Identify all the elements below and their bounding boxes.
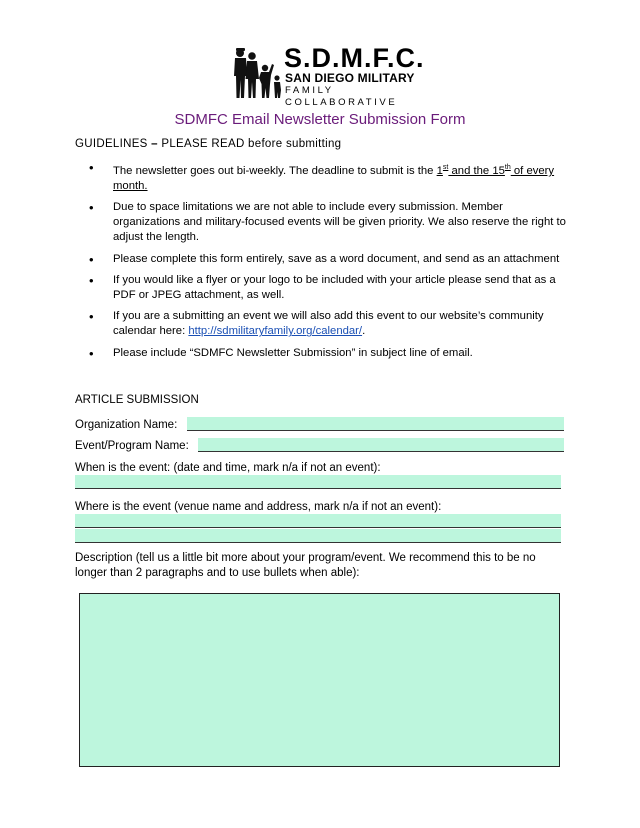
description-field[interactable]: [79, 593, 560, 767]
calendar-end: .: [362, 325, 366, 338]
description-label: Description (tell us a little bit more about your program/event. We recommend this to be no longer than 2 paragraphs and to use bullets when able):: [75, 552, 536, 579]
where-field-line-1[interactable]: [75, 514, 561, 528]
when-label: When is the event: (date and time, mark n/a if not an event):: [75, 462, 381, 474]
deadline-end: of every month.: [113, 164, 555, 192]
guidelines-heading: [75, 138, 341, 150]
logo-line-2: FAMILY COLLABORATIVE: [285, 85, 398, 108]
when-field[interactable]: [75, 475, 561, 489]
org-name-label: Organization Name:: [75, 419, 178, 431]
sdmfc-logo: [228, 43, 425, 108]
event-name-label: Event/Program Name:: [75, 440, 189, 452]
article-heading: ARTICLE SUBMISSION: [75, 394, 199, 406]
guideline-complete-form: • Please complete this form entirely, save as a word document, and send as an attachment: [75, 252, 569, 267]
event-name-field[interactable]: [198, 438, 564, 452]
guidelines-list: [75, 160, 569, 367]
guideline-deadline: [75, 160, 569, 194]
guideline-space: • Due to space limitations we are not able to include every submission. Member organizations and military-focused events will be given priority. We also reserve the right to adjust the length.: [75, 200, 569, 245]
calendar-link[interactable]: http://sdmilitaryfamily.org/calendar/: [188, 325, 363, 338]
deadline-date-1-suffix: st: [442, 164, 449, 171]
guidelines-part-2: PLEASE READ before submitting: [161, 138, 342, 150]
guidelines-dash: –: [151, 138, 162, 150]
deadline-date-2: and the 15: [448, 164, 505, 177]
deadline-date-1: 1: [436, 164, 443, 177]
org-name-field[interactable]: [187, 417, 564, 431]
where-label: Where is the event (venue name and address, mark n/a if not an event):: [75, 501, 442, 513]
page-title: SDMFC Email Newsletter Submission Form: [174, 111, 466, 128]
guidelines-part-1: GUIDELINES: [75, 138, 152, 150]
calendar-text: If you are a submitting an event we will also add this event to our website’s community calendar here:: [113, 310, 544, 338]
logo-line-1: SAN DIEGO MILITARY: [285, 71, 415, 85]
family-silhouette-icon: [228, 44, 284, 100]
deadline-text: The newsletter goes out bi-weekly. The deadline to submit is the: [113, 164, 437, 177]
guideline-calendar: [75, 309, 569, 339]
where-field-line-2[interactable]: [75, 529, 561, 543]
logo-mark: S.D.M.F.C.: [284, 43, 425, 73]
guideline-flyer: • If you would like a flyer or your logo to be included with your article please send that as a PDF or JPEG attachment, as well.: [75, 273, 569, 303]
guideline-subject-line: • Please include “SDMFC Newsletter Submission” in subject line of email.: [75, 346, 569, 361]
deadline-date-2-suffix: th: [504, 164, 511, 171]
